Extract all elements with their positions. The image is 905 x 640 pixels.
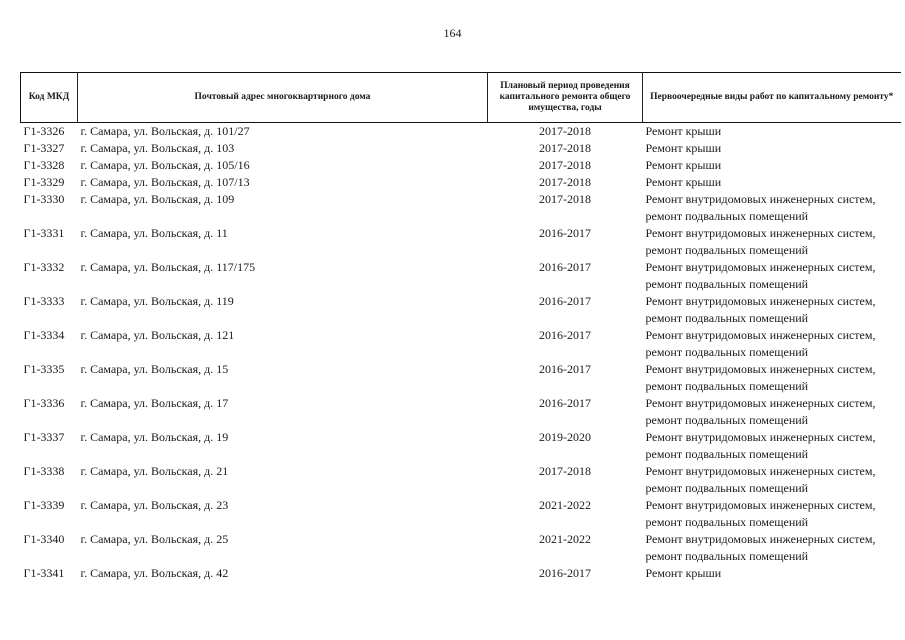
table-row (21, 429, 901, 463)
works-line: Ремонт внутридомовых инженерных систем, (645, 294, 876, 308)
address-cell: г. Самара, ул. Вольская, д. 103 (80, 141, 235, 155)
header-address: Почтовый адрес многоквартирного дома (78, 73, 488, 123)
works-line: Ремонт внутридомовых инженерных систем, (645, 430, 876, 444)
works-line: ремонт подвальных помещений (645, 345, 809, 359)
table-row (21, 497, 901, 531)
works-line: Ремонт внутридомовых инженерных систем, (645, 192, 876, 206)
works-cell (643, 191, 901, 225)
works-cell (643, 497, 901, 531)
page-number: 164 (443, 26, 462, 40)
works-cell (643, 531, 901, 565)
address-cell: г. Самара, ул. Вольская, д. 21 (80, 464, 229, 478)
works-line: ремонт подвальных помещений (645, 413, 809, 427)
works-line: ремонт подвальных помещений (645, 481, 809, 495)
works-cell (643, 259, 901, 293)
address-cell: г. Самара, ул. Вольская, д. 105/16 (80, 158, 250, 172)
works-line: Ремонт внутридомовых инженерных систем, (645, 362, 876, 376)
header-period: Плановый период проведения капитального ремонта общего имущества, годы (488, 73, 643, 123)
table-row (21, 225, 901, 259)
table-row (21, 293, 901, 327)
mkd-code-cell: Г1-3329 (23, 175, 65, 189)
period-cell: 2016-2017 (539, 294, 591, 308)
period-cell: 2019-2020 (539, 430, 591, 444)
period-cell: 2021-2022 (539, 498, 591, 512)
header-code: Код МКД (21, 73, 78, 123)
mkd-code-cell: Г1-3340 (23, 532, 65, 546)
works-line: Ремонт крыши (645, 124, 722, 138)
table-row (21, 395, 901, 429)
works-cell (643, 293, 901, 327)
mkd-code-cell: Г1-3337 (23, 430, 65, 444)
mkd-code-cell: Г1-3341 (23, 566, 65, 580)
address-cell: г. Самара, ул. Вольская, д. 117/175 (80, 260, 256, 274)
address-cell: г. Самара, ул. Вольская, д. 121 (80, 328, 235, 342)
works-line: ремонт подвальных помещений (645, 209, 809, 223)
works-cell (643, 327, 901, 361)
period-cell: 2021-2022 (539, 532, 591, 546)
mkd-code-cell: Г1-3328 (23, 158, 65, 172)
mkd-code-cell: Г1-3334 (23, 328, 65, 342)
works-line: ремонт подвальных помещений (645, 549, 809, 563)
table-body (21, 123, 901, 583)
table-row (21, 174, 901, 191)
works-line: Ремонт внутридомовых инженерных систем, (645, 260, 876, 274)
works-line: Ремонт крыши (645, 141, 722, 155)
works-line: Ремонт внутридомовых инженерных систем, (645, 498, 876, 512)
address-cell: г. Самара, ул. Вольская, д. 119 (80, 294, 234, 308)
works-line: Ремонт крыши (645, 566, 722, 580)
works-cell (643, 123, 901, 141)
table-row (21, 463, 901, 497)
period-cell: 2017-2018 (539, 141, 591, 155)
works-cell (643, 361, 901, 395)
period-cell: 2016-2017 (539, 362, 591, 376)
address-cell: г. Самара, ул. Вольская, д. 42 (80, 566, 229, 580)
table-row (21, 157, 901, 174)
table-row (21, 191, 901, 225)
mkd-code-cell: Г1-3338 (23, 464, 65, 478)
works-cell (643, 463, 901, 497)
period-cell: 2017-2018 (539, 158, 591, 172)
period-cell: 2017-2018 (539, 192, 591, 206)
mkd-code-cell: Г1-3339 (23, 498, 65, 512)
works-line: Ремонт внутридомовых инженерных систем, (645, 532, 876, 546)
works-line: ремонт подвальных помещений (645, 277, 809, 291)
works-line: Ремонт внутридомовых инженерных систем, (645, 464, 876, 478)
table-row (21, 140, 901, 157)
period-cell: 2017-2018 (539, 464, 591, 478)
period-cell: 2016-2017 (539, 396, 591, 410)
works-line: Ремонт внутридомовых инженерных систем, (645, 396, 876, 410)
works-cell (643, 225, 901, 259)
table-row (21, 565, 901, 582)
period-cell: 2016-2017 (539, 328, 591, 342)
address-cell: г. Самара, ул. Вольская, д. 101/27 (80, 124, 250, 138)
works-line: Ремонт внутридомовых инженерных систем, (645, 226, 876, 240)
table-row (21, 361, 901, 395)
address-cell: г. Самара, ул. Вольская, д. 19 (80, 430, 229, 444)
works-line: Ремонт внутридомовых инженерных систем, (645, 328, 876, 342)
works-cell (643, 429, 901, 463)
works-line: Ремонт крыши (645, 158, 722, 172)
mkd-code-cell: Г1-3330 (23, 192, 65, 206)
header-works: Первоочередные виды работ по капитальному ремонту* (643, 73, 901, 123)
repair-schedule-table (20, 72, 901, 582)
address-cell: г. Самара, ул. Вольская, д. 23 (80, 498, 229, 512)
mkd-code-cell: Г1-3332 (23, 260, 65, 274)
address-cell: г. Самара, ул. Вольская, д. 109 (80, 192, 235, 206)
mkd-code-cell: Г1-3335 (23, 362, 65, 376)
works-line: ремонт подвальных помещений (645, 311, 809, 325)
address-cell: г. Самара, ул. Вольская, д. 17 (80, 396, 229, 410)
works-line: ремонт подвальных помещений (645, 243, 809, 257)
table-header-row (21, 73, 901, 123)
works-line: Ремонт крыши (645, 175, 722, 189)
works-cell (643, 174, 901, 191)
mkd-code-cell: Г1-3327 (23, 141, 65, 155)
works-line: ремонт подвальных помещений (645, 515, 809, 529)
table-row (21, 259, 901, 293)
mkd-code-cell: Г1-3331 (23, 226, 65, 240)
works-cell (643, 565, 901, 582)
works-cell (643, 157, 901, 174)
address-cell: г. Самара, ул. Вольская, д. 15 (80, 362, 229, 376)
address-cell: г. Самара, ул. Вольская, д. 11 (80, 226, 228, 240)
address-cell: г. Самара, ул. Вольская, д. 107/13 (80, 175, 250, 189)
period-cell: 2016-2017 (539, 226, 591, 240)
table-row (21, 531, 901, 565)
works-cell (643, 395, 901, 429)
period-cell: 2016-2017 (539, 260, 591, 274)
table-row (21, 123, 901, 141)
works-line: ремонт подвальных помещений (645, 379, 809, 393)
table-row (21, 327, 901, 361)
works-cell (643, 140, 901, 157)
period-cell: 2016-2017 (539, 566, 591, 580)
period-cell: 2017-2018 (539, 124, 591, 138)
mkd-code-cell: Г1-3326 (23, 124, 65, 138)
works-line: ремонт подвальных помещений (645, 447, 809, 461)
address-cell: г. Самара, ул. Вольская, д. 25 (80, 532, 229, 546)
mkd-code-cell: Г1-3333 (23, 294, 65, 308)
mkd-code-cell: Г1-3336 (23, 396, 65, 410)
period-cell: 2017-2018 (539, 175, 591, 189)
